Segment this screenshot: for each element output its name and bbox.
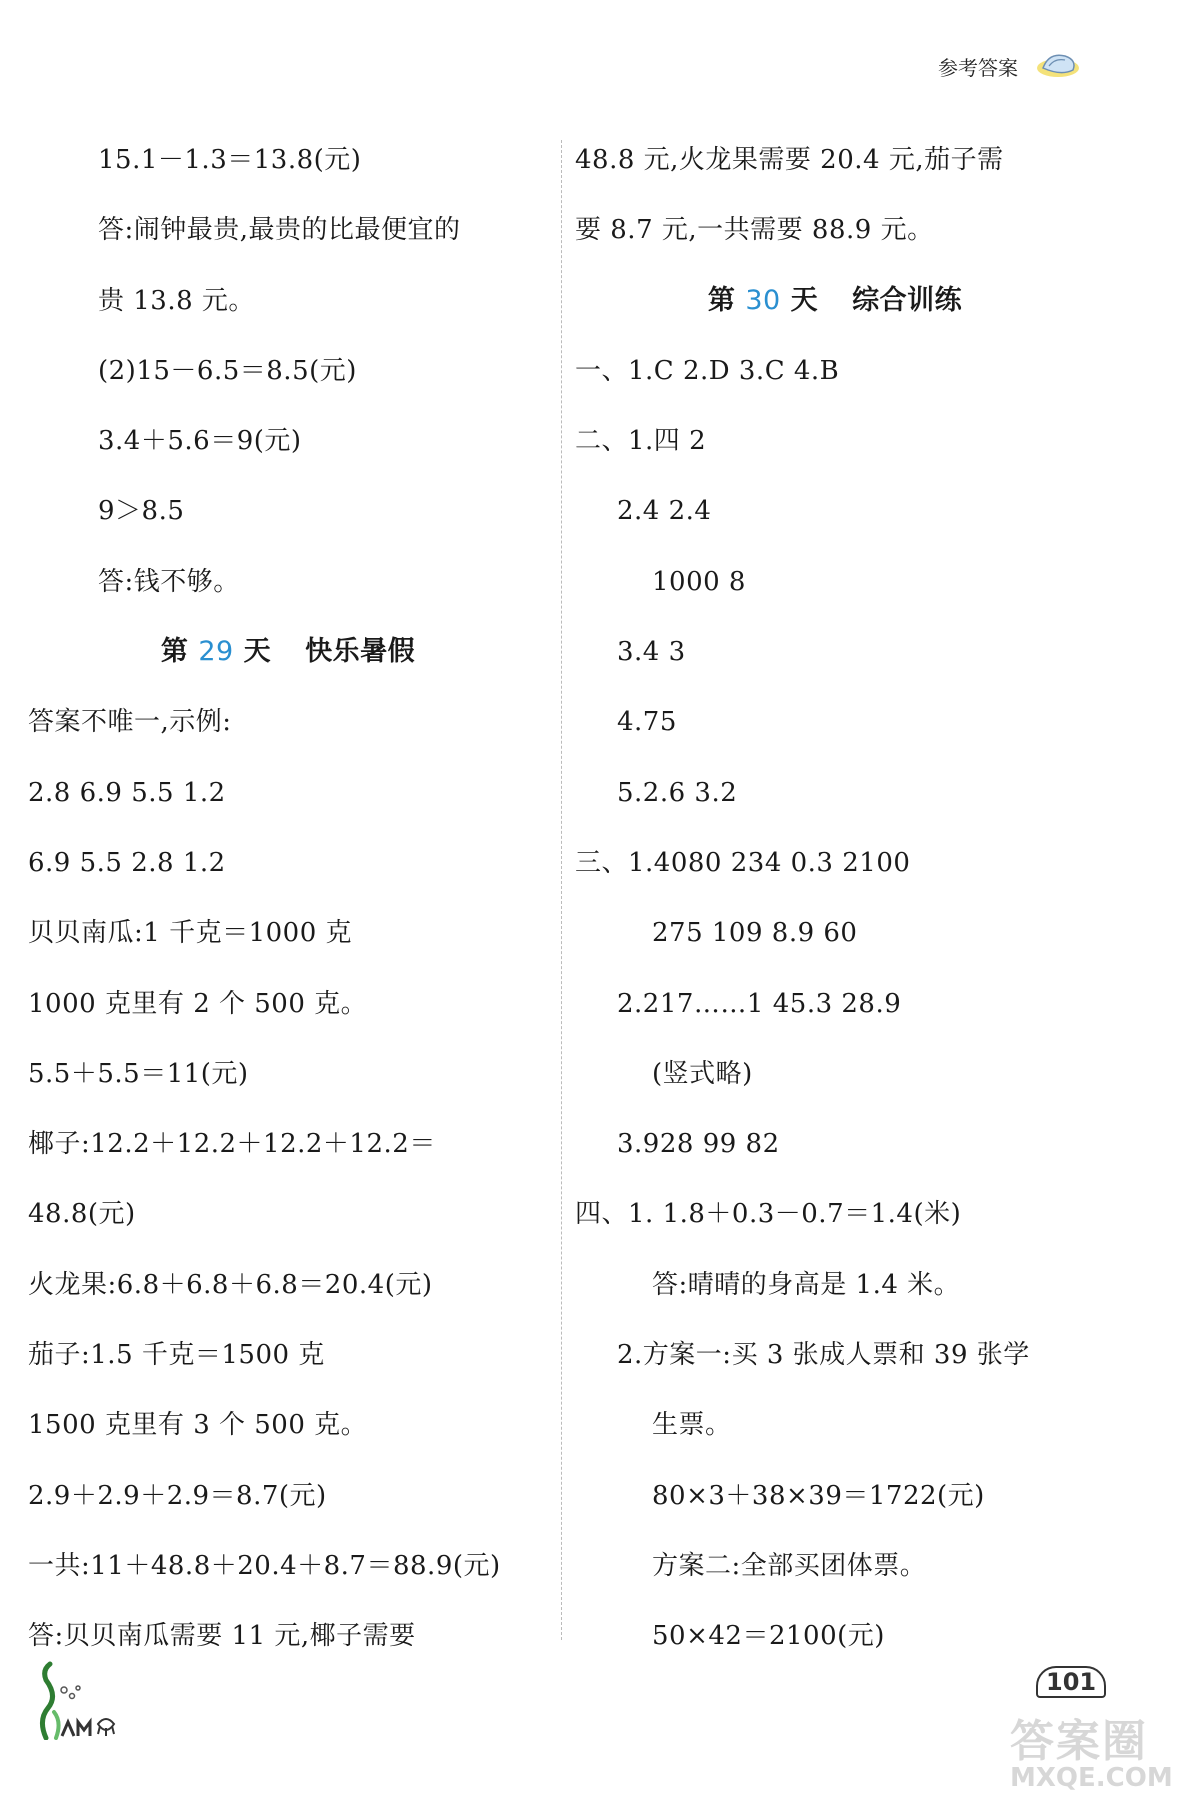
answer-line: (竖式略)	[652, 1058, 753, 1089]
answer-line: 火龙果:6.8＋6.8＋6.8＝20.4(元)	[28, 1269, 433, 1300]
answer-line: 3.4＋5.6＝9(元)	[98, 426, 302, 457]
answer-line: 48.8 元,火龙果需要 20.4 元,茄子需	[575, 145, 1004, 175]
right-column	[575, 130, 1095, 1677]
answer-line: 80×3＋38×39＝1722(元)	[652, 1480, 985, 1511]
answer-line: 茄子:1.5 千克＝1500 克	[28, 1340, 325, 1371]
answer-line: 3.4 3	[617, 637, 686, 668]
page-number: 101	[1036, 1666, 1106, 1698]
answer-line: 一、1.C 2.D 3.C 4.B	[575, 355, 840, 386]
answer-line: 答:贝贝南瓜需要 11 元,椰子需要	[28, 1621, 416, 1652]
column-divider	[561, 140, 563, 1640]
answer-line: 6.9 5.5 2.8 1.2	[28, 847, 226, 878]
answer-line: 5.2.6 3.2	[617, 777, 738, 808]
answer-line: 一共:11＋48.8＋20.4＋8.7＝88.9(元)	[28, 1550, 501, 1581]
answer-line: 答:闹钟最贵,最贵的比最便宜的	[98, 215, 461, 246]
answer-line: 4.75	[617, 707, 677, 738]
answer-line: 1000 8	[652, 566, 746, 597]
answer-line: 三、1.4080 234 0.3 2100	[575, 847, 911, 878]
answer-line: 2.217……1 45.3 28.9	[617, 988, 902, 1019]
answer-line: 生票。	[652, 1410, 732, 1441]
answer-line: 2.8 6.9 5.5 1.2	[28, 777, 226, 808]
answer-line: 贵 13.8 元。	[98, 285, 255, 316]
answer-line: 要 8.7 元,一共需要 88.9 元。	[575, 215, 934, 246]
heading-suffix: 天	[780, 284, 819, 316]
answer-line: 5.5＋5.5＝11(元)	[28, 1058, 249, 1089]
heading-title: 快乐暑假	[305, 636, 416, 668]
heading-prefix: 第	[707, 284, 746, 316]
answer-line: 答:晴晴的身高是 1.4 米。	[652, 1269, 961, 1300]
section-heading	[28, 622, 548, 692]
left-column	[28, 130, 548, 1677]
answer-line: 1000 克里有 2 个 500 克。	[28, 988, 368, 1019]
answer-line: 275 109 8.9 60	[652, 918, 858, 949]
answer-line: 50×42＝2100(元)	[652, 1621, 885, 1652]
section-heading	[575, 271, 1095, 341]
heading-prefix: 第	[160, 636, 199, 668]
watermark-title: 答案圈	[1010, 1716, 1148, 1767]
answer-line: 答:钱不够。	[98, 566, 240, 597]
answer-line: 椰子:12.2＋12.2＋12.2＋12.2＝	[28, 1129, 436, 1160]
answer-line: 48.8(元)	[28, 1199, 136, 1230]
heading-day-number: 30	[745, 284, 781, 316]
answer-line: 答案不唯一,示例:	[28, 707, 232, 738]
answer-line: 2.方案一:买 3 张成人票和 39 张学	[617, 1340, 1030, 1371]
heading-suffix: 天	[233, 636, 272, 668]
seaweed-decoration-icon	[34, 1660, 124, 1740]
watermark	[1010, 1705, 1190, 1793]
answer-line: 1500 克里有 3 个 500 克。	[28, 1410, 368, 1441]
heading-title: 综合训练	[852, 284, 963, 316]
answer-line: 15.1－1.3＝13.8(元)	[98, 145, 362, 175]
answer-line: 四、1. 1.8＋0.3－0.7＝1.4(米)	[575, 1199, 962, 1230]
heading-day-number: 29	[198, 636, 234, 668]
answer-line: 9＞8.5	[98, 496, 185, 527]
answer-line: 二、1.四 2	[575, 426, 707, 457]
answer-line: (2)15－6.5＝8.5(元)	[98, 355, 357, 386]
watermark-url: MXQE.COM	[1010, 1763, 1173, 1793]
answer-line: 方案二:全部买团体票。	[652, 1550, 927, 1581]
answer-line: 2.4 2.4	[617, 496, 712, 527]
answer-line: 3.928 99 82	[617, 1129, 780, 1160]
answer-line: 贝贝南瓜:1 千克＝1000 克	[28, 918, 352, 949]
answer-line: 2.9＋2.9＋2.9＝8.7(元)	[28, 1480, 327, 1511]
page-header-title: 参考答案	[938, 56, 1018, 80]
shell-icon	[1035, 50, 1081, 80]
